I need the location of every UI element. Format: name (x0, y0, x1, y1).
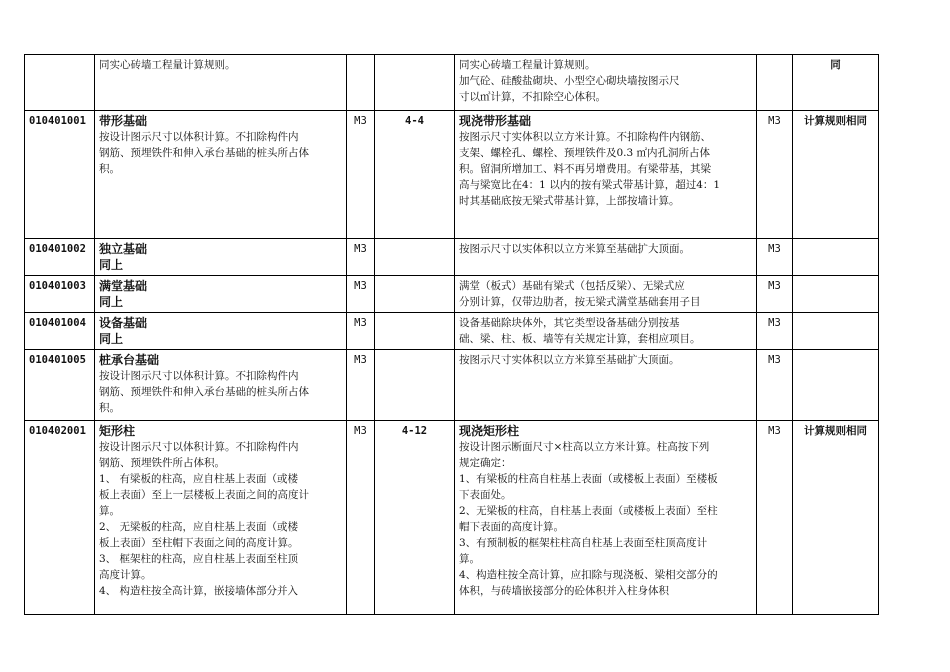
local-title: 现浇带形基础 (459, 114, 532, 128)
rules-comparison-table (24, 54, 879, 615)
local-rule-text: 满堂（板式）基础有梁式（包括反梁）、无梁式应 分别计算，仅带边肋者，按无梁式满堂基础套用子目 (459, 280, 701, 308)
item-title: 桩承台基础 (99, 353, 160, 367)
quota-code: 4-4 (375, 111, 455, 239)
item-rule-cell (95, 421, 347, 615)
remark-cell: 同 (793, 55, 879, 111)
item-rule-text: 同上 (99, 258, 124, 272)
item-rule-text: 同上 (99, 295, 124, 309)
local-unit-cell: M3 (757, 239, 793, 276)
item-rule-cell (95, 55, 347, 111)
item-title: 设备基础 (99, 316, 148, 330)
remark-cell: 计算规则相同 (793, 421, 879, 615)
quota-code (375, 313, 455, 350)
remark-cell (793, 276, 879, 313)
item-code (25, 55, 95, 111)
item-rule-cell (95, 111, 347, 239)
unit-cell: M3 (347, 239, 375, 276)
unit-cell: M3 (347, 276, 375, 313)
local-unit-cell: M3 (757, 421, 793, 615)
item-code: 010401002 (25, 239, 95, 276)
remark-cell (793, 350, 879, 421)
local-rule-text: 按图示尺寸实体积以立方米计算。不扣除构件内钢筋、 支架、螺栓孔、螺栓、预埋铁件及0.3 ㎡内孔洞所占体 积。留洞所增加工、料不再另增费用。有梁带基，其梁 高与梁宽比在4：1 以内的按有梁式带基计算，超过4：1 时其基础底按无梁式带基计算，上部按墙计算。 (459, 131, 721, 207)
local-rule-text: 同实心砖墙工程量计算规则。 加气砼、硅酸盐砌块、小型空心砌块墙按图示尺 寸以㎥计算，不扣除空心体积。 (459, 59, 680, 103)
table-row (25, 111, 879, 239)
item-code: 010401003 (25, 276, 95, 313)
local-title: 现浇矩形柱 (459, 424, 520, 438)
item-rule-cell (95, 350, 347, 421)
local-rule-text: 设备基础除块体外，其它类型设备基础分别按基 础、梁、柱、板、墙等有关规定计算，套相应项目。 (459, 317, 701, 345)
item-code: 010401005 (25, 350, 95, 421)
item-title: 矩形柱 (99, 424, 136, 438)
table-row (25, 239, 879, 276)
table-row (25, 313, 879, 350)
local-unit-cell: M3 (757, 350, 793, 421)
item-code: 010401004 (25, 313, 95, 350)
item-code: 010402001 (25, 421, 95, 615)
quota-code (375, 350, 455, 421)
local-rule-text: 按图示尺寸以实体积以立方米算至基础扩大顶面。 (459, 243, 690, 255)
quota-code (375, 276, 455, 313)
item-rule-text: 同实心砖墙工程量计算规则。 (99, 59, 236, 71)
quota-code (375, 55, 455, 111)
local-rule-cell (455, 421, 757, 615)
item-rule-text: 按设计图示尺寸以体积计算。不扣除构件内 钢筋、预埋铁件所占体积。 1、 有梁板的柱高，应自柱基上表面（或楼 板上表面）至上一层楼板上表面之间的高度计 算。 2、 无梁板的柱高，应自柱基上表面（或楼 板上表面）至柱帽下表面之间的高度计算。 3、 框架柱的柱高，应自柱基上表面至柱顶 高度计算。 4、 构造柱按全高计算，嵌接墙体部分并入 (99, 441, 309, 597)
item-rule-text: 按设计图示尺寸以体积计算。不扣除构件内 钢筋、预埋铁件和伸入承台基础的桩头所占体 积。 (99, 370, 309, 414)
local-rule-text: 按图示尺寸实体积以立方米算至基础扩大顶面。 (459, 354, 680, 366)
local-rule-cell (455, 239, 757, 276)
local-rule-cell (455, 276, 757, 313)
unit-cell (347, 55, 375, 111)
unit-cell: M3 (347, 111, 375, 239)
remark-cell: 计算规则相同 (793, 111, 879, 239)
item-title: 独立基础 (99, 242, 148, 256)
quota-code (375, 239, 455, 276)
table-row (25, 421, 879, 615)
unit-cell: M3 (347, 313, 375, 350)
local-rule-cell (455, 55, 757, 111)
item-code: 010401001 (25, 111, 95, 239)
item-rule-text: 同上 (99, 332, 124, 346)
item-rule-cell (95, 239, 347, 276)
local-unit-cell (757, 55, 793, 111)
local-rule-text: 按设计图示断面尺寸×柱高以立方米计算。柱高按下列 规定确定： 1、有梁板的柱高自柱基上表面（或楼板上表面）至楼板 下表面处。 2、无梁板的柱高，自柱基上表面（或楼板上表面）至柱 帽下表面的高度计算。 3、有预制板的框架柱柱高自柱基上表面至柱顶高度计 算。 4、构造柱按全高计算，应扣除与现浇板、梁相交部分的 体积，与砖墙嵌接部分的砼体积并入柱身体积 (459, 441, 718, 597)
item-rule-cell (95, 313, 347, 350)
local-rule-cell (455, 111, 757, 239)
local-unit-cell: M3 (757, 276, 793, 313)
table-row (25, 276, 879, 313)
local-unit-cell: M3 (757, 111, 793, 239)
quota-code: 4-12 (375, 421, 455, 615)
item-title: 满堂基础 (99, 279, 148, 293)
item-rule-text: 按设计图示尺寸以体积计算。不扣除构件内 钢筋、预埋铁件和伸入承台基础的桩头所占体 积。 (99, 131, 309, 175)
unit-cell: M3 (347, 350, 375, 421)
table-row (25, 350, 879, 421)
item-title: 带形基础 (99, 114, 148, 128)
remark-cell (793, 313, 879, 350)
local-rule-cell (455, 313, 757, 350)
local-rule-cell (455, 350, 757, 421)
unit-cell: M3 (347, 421, 375, 615)
table-row (25, 55, 879, 111)
remark-cell (793, 239, 879, 276)
local-unit-cell: M3 (757, 313, 793, 350)
item-rule-cell (95, 276, 347, 313)
